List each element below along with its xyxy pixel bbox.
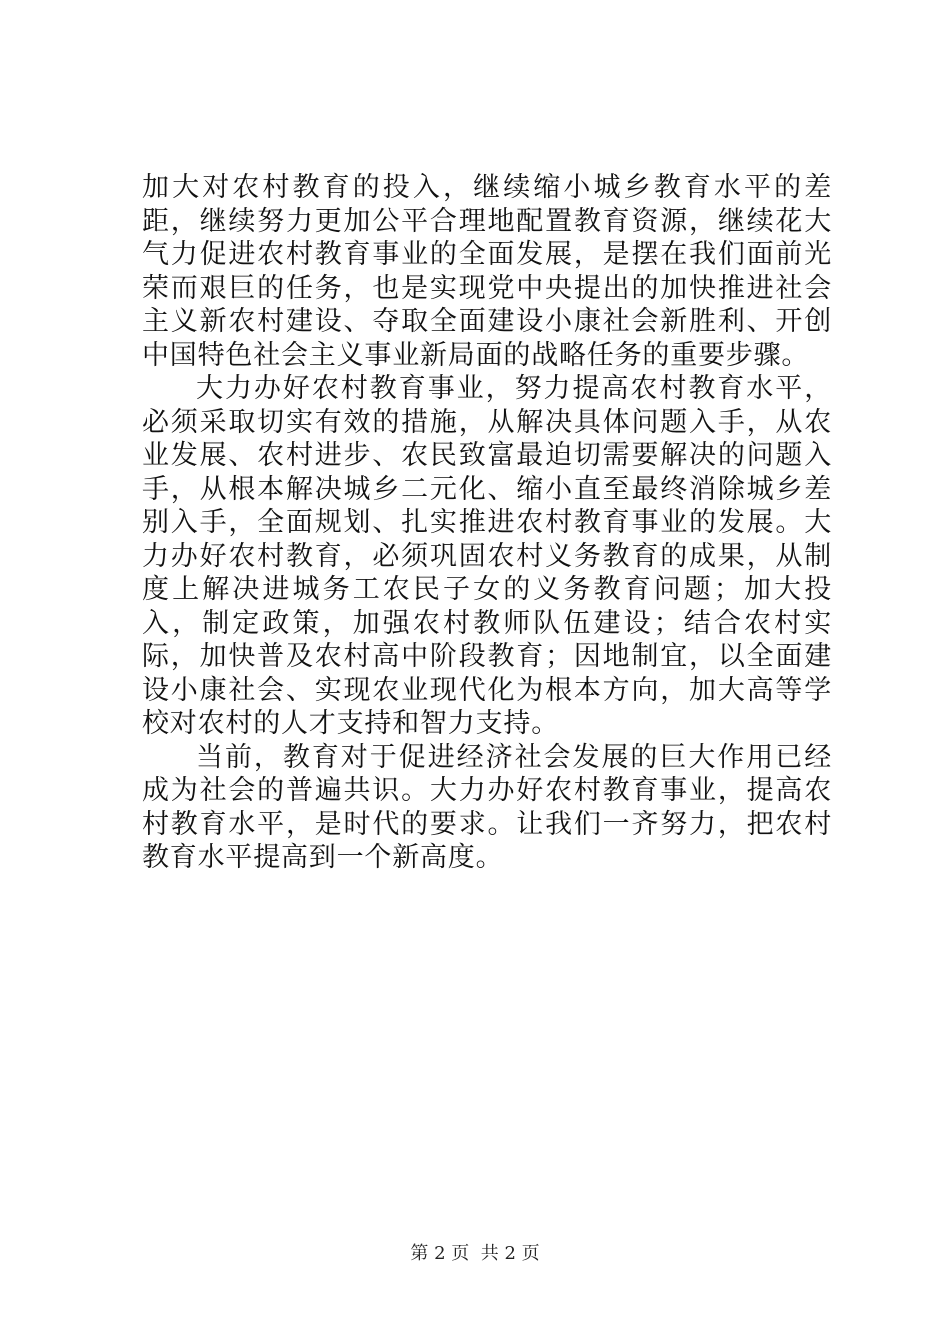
page-total: 共 2 页 xyxy=(480,1243,540,1264)
footer-spacer xyxy=(469,1243,480,1264)
paragraph-3: 当前，教育对于促进经济社会发展的巨大作用已经成为社会的普遍共识。大力办好农村教育事业，提高农村教育水平，是时代的要求。让我们一齐努力，把农村教育水平提高到一个新高度。 xyxy=(142,741,832,873)
page-footer xyxy=(0,1242,950,1266)
page-number: 第 2 页 xyxy=(410,1243,470,1264)
document-body xyxy=(142,171,832,875)
paragraph-2: 大力办好农村教育事业，努力提高农村教育水平，必须采取切实有效的措施，从解决具体问题入手，从农业发展、农村进步、农民致富最迫切需要解决的问题入手，从根本解决城乡二元化、缩小直至最终消除城乡差别入手，全面规划、扎实推进农村教育事业的发展。大力办好农村教育，必须巩固农村义务教育的成果，从制度上解决进城务工农民子女的义务教育问题；加大投入，制定政策，加强农村教师队伍建设；结合农村实际，加快普及农村高中阶段教育；因地制宜，以全面建设小康社会、实现农业现代化为根本方向，加大高等学校对农村的人才支持和智力支持。 xyxy=(142,373,832,739)
paragraph-1: 加大对农村教育的投入，继续缩小城乡教育水平的差距，继续努力更加公平合理地配置教育资源，继续花大气力促进农村教育事业的全面发展，是摆在我们面前光荣而艰巨的任务，也是实现党中央提出的加快推进社会主义新农村建设、夺取全面建设小康社会新胜利、开创中国特色社会主义事业新局面的战略任务的重要步骤。 xyxy=(142,172,832,371)
